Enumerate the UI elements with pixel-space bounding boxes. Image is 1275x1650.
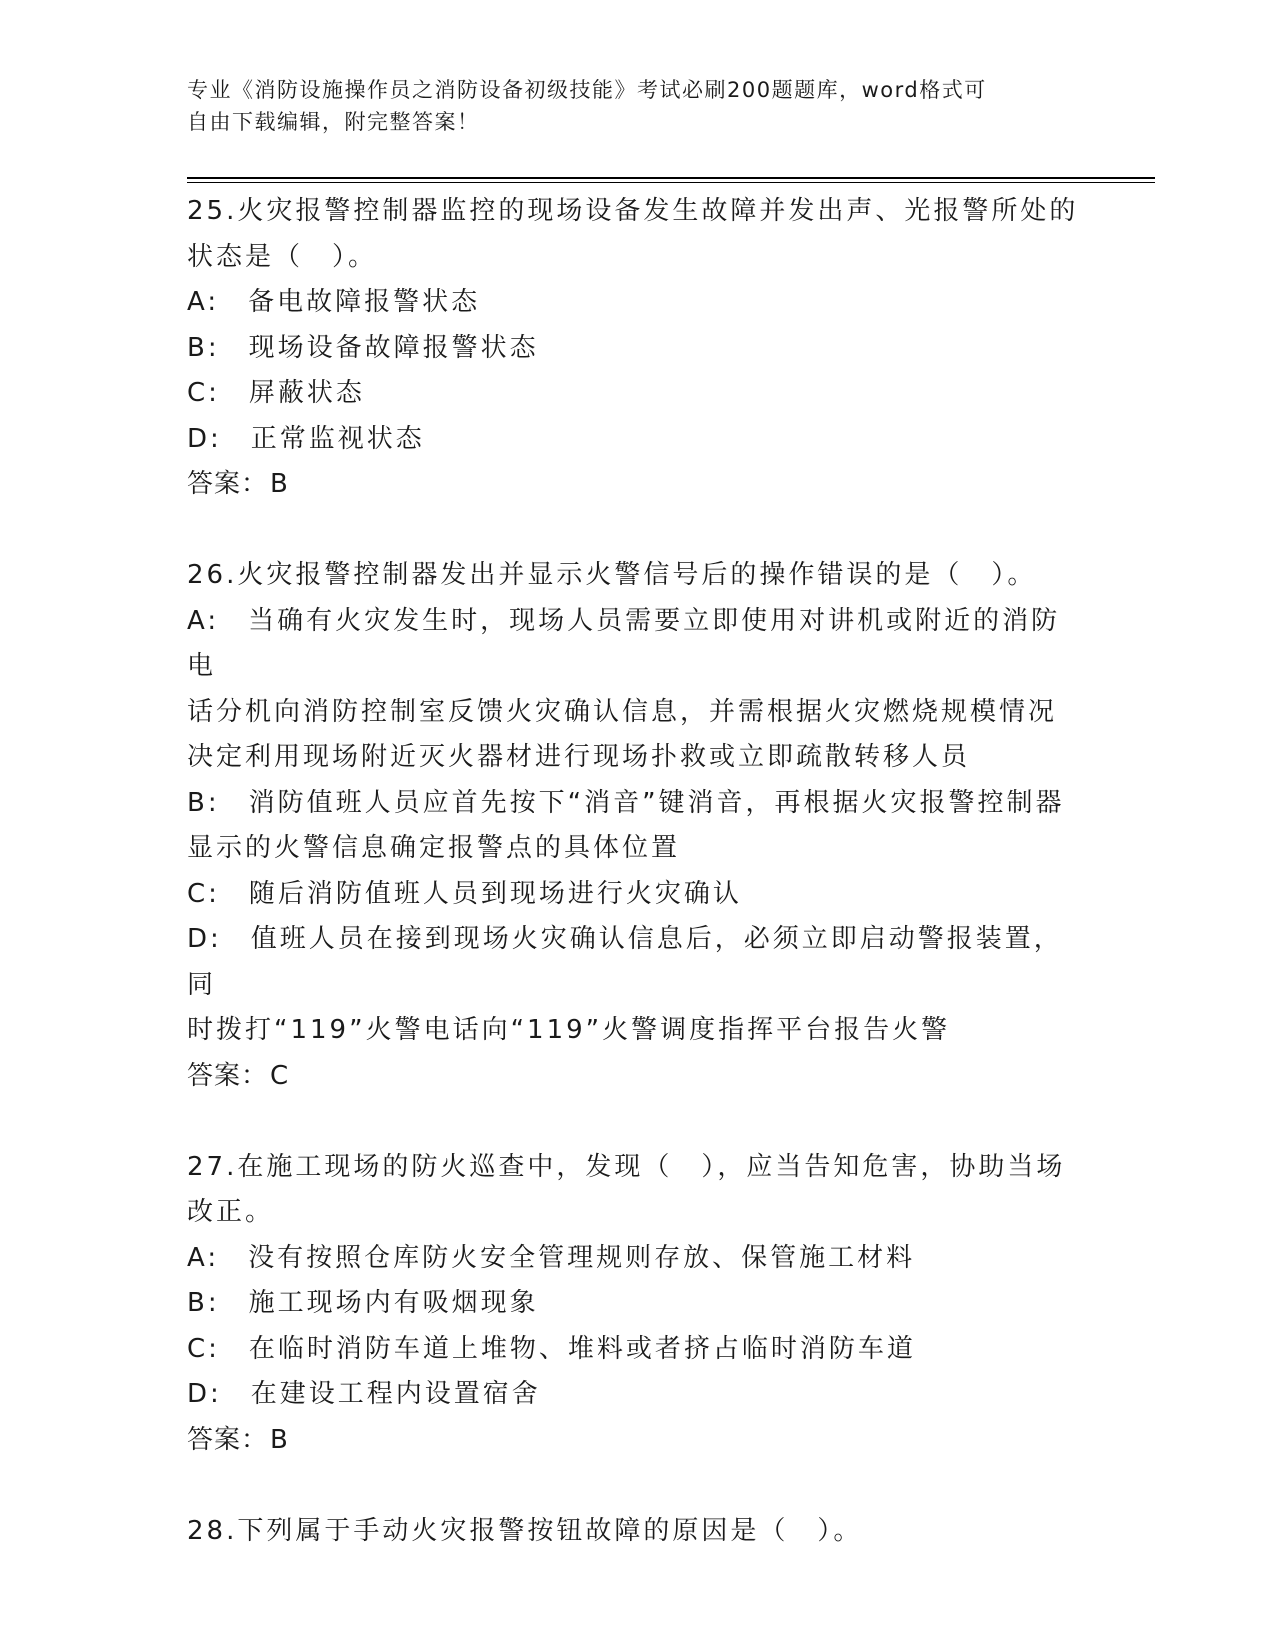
header-line-1: 专业《消防设施操作员之消防设备初级技能》考试必刷200题题库，word格式可 (187, 78, 987, 102)
option-a: A: 备电故障报警状态 (187, 287, 481, 317)
answer-value: C (270, 1060, 290, 1091)
question-text: 25.火灾报警控制器监控的现场设备发生故障并发出声、光报警所处的 (187, 196, 1079, 226)
option-b-continued: 显示的火警信息确定报警点的具体位置 (187, 833, 681, 863)
question-26 (187, 553, 1087, 1099)
question-27 (187, 1145, 1087, 1464)
answer-value: B (270, 1424, 289, 1455)
question-text: 改正。 (187, 1197, 275, 1227)
answer-label: 答案： (187, 1060, 269, 1091)
question-text: 27.在施工现场的防火巡查中，发现（ ），应当告知危害，协助当场 (187, 1151, 1066, 1182)
question-text: 26.火灾报警控制器发出并显示火警信号后的操作错误的是（ ）。 (187, 560, 1037, 590)
option-b: B: 现场设备故障报警状态 (187, 332, 539, 363)
option-a: A: 没有按照仓库防火安全管理规则存放、保管施工材料 (187, 1242, 916, 1273)
header-line-2: 自由下载编辑，附完整答案！ (187, 110, 480, 134)
header-rule-thin (187, 182, 1155, 183)
answer-line (187, 1054, 1087, 1100)
option-c: C: 屏蔽状态 (187, 378, 365, 408)
question-text: 状态是（ ）。 (187, 241, 378, 272)
answer-value: B (270, 469, 289, 499)
option-a-continued: 决定利用现场附近灭火器材进行现场扑救或立即疏散转移人员 (187, 742, 971, 772)
option-c: C: 随后消防值班人员到现场进行火灾确认 (187, 878, 742, 909)
question-text: 28.下列属于手动火灾报警按钮故障的原因是（ ）。 (187, 1515, 863, 1546)
answer-label: 答案： (187, 1424, 269, 1455)
option-d-continued: 时拨打“119”火警电话向“119”火警调度指挥平台报告火警 (187, 1015, 951, 1045)
page-header (187, 74, 1067, 138)
option-b: B: 施工现场内有吸烟现象 (187, 1288, 539, 1318)
answer-line (187, 1418, 1087, 1464)
option-b: B: 消防值班人员应首先按下“消音”键消音，再根据火灾报警控制器 (187, 787, 1065, 818)
option-a-continued: 话分机向消防控制室反馈火灾确认信息，并需根据火灾燃烧规模情况 (187, 696, 1058, 727)
option-d: D: 在建设工程内设置宿舍 (187, 1379, 541, 1409)
question-list (187, 189, 1087, 1600)
answer-line (187, 462, 1087, 508)
answer-label: 答案： (187, 469, 269, 499)
option-d: D: 正常监视状态 (187, 423, 425, 454)
question-28 (187, 1509, 1087, 1555)
header-rule-thick (187, 177, 1155, 179)
option-a: A: 当确有火灾发生时，现场人员需要立即使用对讲机或附近的消防电 (187, 605, 1061, 681)
question-25 (187, 189, 1087, 508)
option-c: C: 在临时消防车道上堆物、堆料或者挤占临时消防车道 (187, 1333, 916, 1364)
option-d: D: 值班人员在接到现场火灾确认信息后，必须立即启动警报装置，同 (187, 924, 1063, 1000)
